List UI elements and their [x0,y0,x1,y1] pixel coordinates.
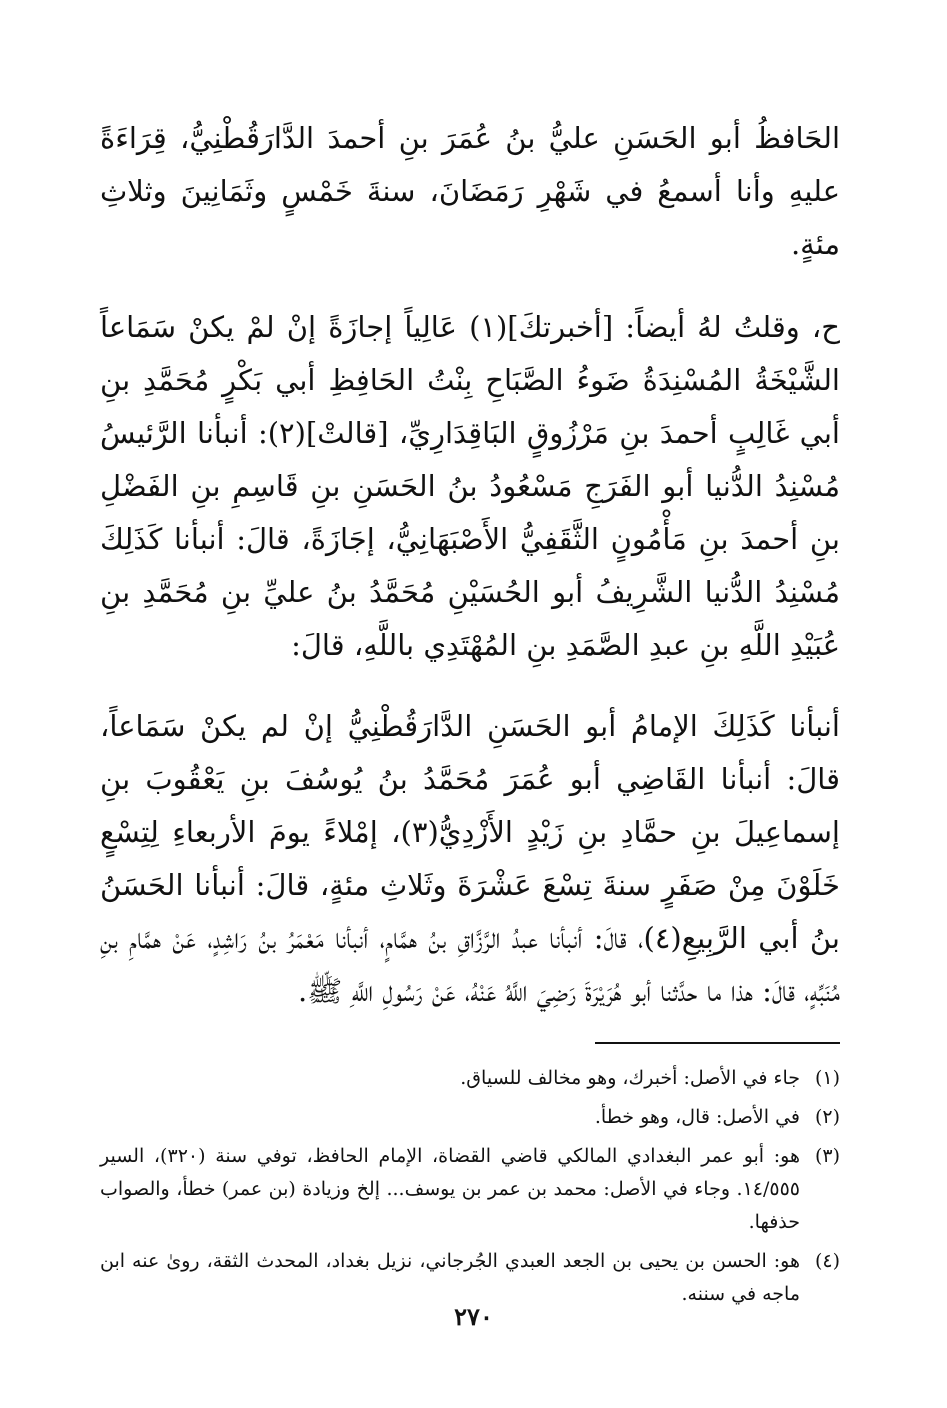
footnote-3 [100,1140,840,1239]
footnote-text: في الأصل: قال، وهو خطأ. [594,1106,800,1128]
paragraph-2 [100,301,840,672]
footnote-number: (١) [814,1067,840,1089]
footnote-number: (٤) [814,1250,840,1272]
footnote-text: جاء في الأصل: أخبرك، وهو مخالف للسياق. [460,1067,800,1089]
footnote-text: هو: الحسن بن يحيى بن الجعد العبدي الجُرجاني، نزيل بغداد، المحدث الثقة، روىٰ عنه ابن ماجه في سننه. [100,1250,800,1305]
page-content [100,112,840,1317]
paragraph-text: أنبأنا كَذَلِكَ الإمامُ أبو الحَسَنِ الدَّارَقُطْنِيُّ إنْ لم يكنْ سَمَاعاً، قالَ: أنبأنا القَاضِي أبو عُمَرَ مُحَمَّدُ بنُ يُوسُفَ بنِ يَعْقُوبَ بنِ إسماعِيلَ بنِ حمَّادِ بنِ زَيْدٍ الأَزْدِيُّ(٣)، إمْلاءً يومَ الأربعاءِ لِتِسْعٍ خَلَوْنَ مِنْ صَفَرٍ سنةَ تِسْعَ عَشْرَةَ وثَلاثِ مئةٍ، قالَ: أنبأنا الحَسَنُ بنُ أبي الرَّبِيعِ(٤)، قالَ: أنبأنا عبدُ الرَّزَّاقِ بنُ همَّامٍ، أنبأنا مَعْمَرُ بنُ رَاشِدٍ، عَنْ همَّامِ بنِ مُنَبِّهٍ، قالَ: هذا ما حدَّثنا أبو هُرَيْرَةَ رَضِيَ اللَّهُ عَنْهُ، عَنْ رَسُولِ اللَّهِ ﷺ. [100,709,840,1008]
footnote-1 [100,1062,840,1095]
paragraph-1 [100,112,840,271]
footnote-number: (٢) [814,1106,840,1128]
footnote-divider [595,1042,840,1044]
paragraph-3 [100,700,840,1018]
footnotes [100,1062,840,1311]
footnote-number: (٣) [814,1145,840,1167]
footnote-2 [100,1101,840,1134]
paragraph-text: الحَافظُ أبو الحَسَنِ عليُّ بنُ عُمَرَ بنِ أحمدَ الدَّارَقُطْنِيُّ، قِرَاءَةً عليهِ وأنا أسمعُ في شَهْرِ رَمَضَانَ، سنةَ خَمْسٍ وثَمَانِينَ وثلاثِ مئةٍ. [100,121,840,261]
paragraph-text: ح، وقلتُ لهُ أيضاً: [أخبرتكَ](١) عَالِياً إجازَةً إنْ لمْ يكنْ سَمَاعاً الشَّيْخَةُ المُسْنِدَةُ ضَوءُ الصَّبَاحِ بِنْتُ الحَافِظِ أبي بَكْرٍ مُحَمَّدِ بنِ أبي غَالِبٍ أحمدَ بنِ مَرْزُوقٍ البَاقِدَارِيِّ، [قالتْ](٢): أنبأنا الرَّئيسُ مُسْنِدُ الدُّنيا أبو الفَرَجِ مَسْعُودُ بنُ الحَسَنِ بنِ قَاسِمِ بنِ الفَضْلِ بنِ أحمدَ بنِ مَأْمُونٍ الثَّقَفِيُّ الأَصْبَهَانِيُّ، إجَازَةً، قالَ: أنبأنا كَذَلِكَ مُسْنِدُ الدُّنيا الشَّرِيفُ أبو الحُسَيْنِ مُحَمَّدُ بنُ عليِّ بنِ مُحَمَّدِ بنِ عُبَيْدِ اللَّهِ بنِ عبدِ الصَّمَدِ بنِ المُهْتَدِي باللَّهِ، قالَ: [100,310,840,662]
footnote-text: هو: أبو عمر البغدادي المالكي قاضي القضاة، الإمام الحافظ، توفي سنة (٣٢٠)، السير ١٤/٥٥٥. وجاء في الأصل: محمد بن عمر بن يوسف... إلخ وزيادة (بن عمر) خطأ، والصواب حذفها. [100,1145,801,1233]
page-number: ٢٧٠ [454,1302,493,1331]
